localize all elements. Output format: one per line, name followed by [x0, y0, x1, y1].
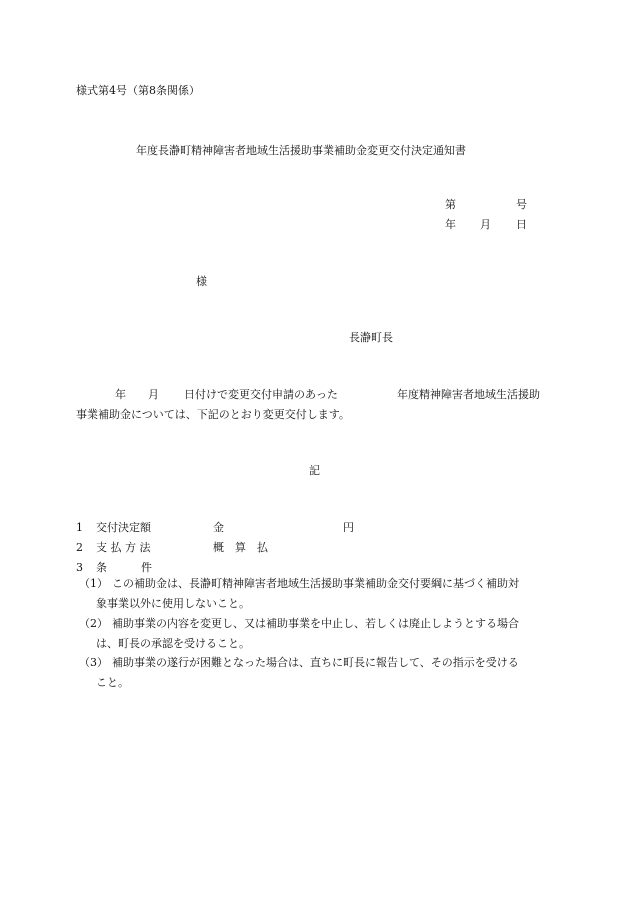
date-year: 年 — [445, 218, 456, 231]
item-2-label: 支 払 方 法 — [96, 541, 151, 554]
item-1-num: 1 — [76, 521, 83, 534]
item-3-label: 条 — [96, 561, 107, 574]
condition-3-line2: こと。 — [96, 676, 129, 689]
body-text-line2: 事業補助金については、下記のとおり変更交付します。 — [76, 408, 350, 421]
date-month: 月 — [480, 218, 491, 231]
condition-3-line1: 補助事業の遂行が困難となった場合は、直ちに町長に報告して、その指示を受ける — [112, 656, 519, 669]
condition-1-line2: 象事業以外に使用しないこと。 — [96, 597, 250, 610]
condition-2-line2: は、町長の承認を受けること。 — [96, 637, 250, 650]
item-2-value: 概 算 払 — [213, 541, 268, 554]
item-3-num: 3 — [76, 561, 83, 574]
date-day: 日 — [516, 218, 527, 231]
doc-number-go: 号 — [516, 198, 527, 211]
condition-1-num: （1） — [79, 577, 108, 590]
item-1-unit: 円 — [343, 521, 354, 534]
item-1-value: 金 — [213, 521, 224, 534]
condition-1-line1: この補助金は、長瀞町精神障害者地域生活援助事業補助金交付要綱に基づく補助対 — [112, 577, 519, 590]
doc-number-dai: 第 — [445, 198, 456, 211]
condition-3-num: （3） — [79, 656, 108, 669]
form-label: 様式第4号（第8条関係） — [76, 84, 200, 97]
body-year: 年 — [115, 388, 126, 401]
body-text-part1: 日付けで変更交付申請のあった — [184, 388, 338, 401]
page-title: 年度長瀞町精神障害者地域生活援助事業補助金変更交付決定通知書 — [136, 144, 466, 157]
item-1-label: 交付決定額 — [96, 521, 151, 534]
addressee-suffix: 様 — [196, 275, 207, 288]
condition-2-line1: 補助事業の内容を変更し、又は補助事業を中止し、若しくは廃止しようとする場合 — [112, 617, 519, 630]
body-text-part2: 年度精神障害者地域生活援助 — [397, 388, 540, 401]
sender: 長瀞町長 — [349, 331, 393, 344]
item-2-num: 2 — [76, 541, 83, 554]
ki-heading: 記 — [309, 464, 320, 477]
body-month: 月 — [148, 388, 159, 401]
item-3-label2: 件 — [141, 561, 152, 574]
condition-2-num: （2） — [79, 617, 108, 630]
